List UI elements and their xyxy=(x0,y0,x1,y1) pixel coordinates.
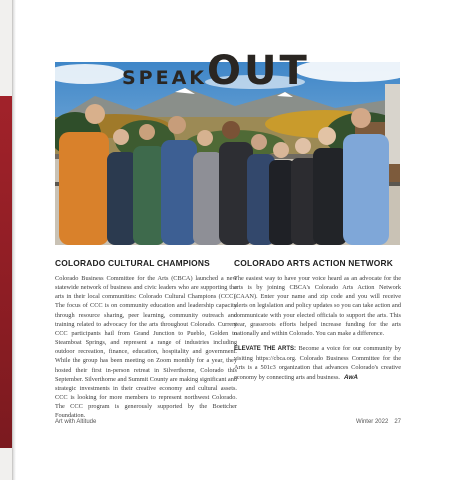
left-column xyxy=(55,258,237,421)
page-fold-shadow xyxy=(12,0,16,480)
footer-issue xyxy=(356,419,401,425)
footer-issue-text: Winter 2022 xyxy=(355,419,389,425)
section-title-prefix: SPEAK xyxy=(122,67,208,89)
footer-publication: Art with Altitude xyxy=(55,419,97,425)
adjacent-page-edge xyxy=(0,96,12,448)
right-body-2 xyxy=(234,344,401,382)
left-body: Colorado Business Committee for the Arts (CBCA) launched a new statewide network of business and civic leaders who are supporting the arts in their local communities: Colorado Cultural Champions (CCC). The focus of CCC is on community education and leadership capacity through resource sharing, peer learning, community outreach and training related to advocacy for the arts throughout Colorado. Current CCC participants hail from Grand Junction to Pueblo, Golden to Steamboat Springs, and represent a range of industries including outdoor recreation, finance, education, hospitality and government. While the group has been meeting on Zoom monthly for a year, they hosted their first in-person retreat in Silverthorne, Colorado this September. Silverthorne and Summit County are making significant and strategic investments in their creative economy and cultural assets. CCC is looking for more members to represent northwest Colorado. The CCC program is generously supported by the Boettcher Foundation. xyxy=(55,275,237,420)
page-number: 27 xyxy=(394,419,401,425)
elevate-lead: ELEVATE THE ARTS: xyxy=(234,346,296,353)
right-body-1: The easiest way to have your voice heard as an advocate for the arts is by joining CBCA's Colorado Arts Action Network (CAAN). Enter your name and zip code and you will receive alerts on legislation and policy updates so you can take action and communicate with your elected officials to support the arts. This year, grassroots efforts helped increase funding for the arts nationally and within Colorado. You can make a difference. xyxy=(234,275,401,337)
signoff-mark: AwA xyxy=(343,373,358,381)
right-column xyxy=(234,258,401,382)
left-heading: COLORADO CULTURAL CHAMPIONS xyxy=(55,258,210,268)
right-heading: COLORADO ARTS ACTION NETWORK xyxy=(234,258,393,268)
elevate-text: Become a voice for our community by visiting https://cbca.org. Colorado Business Committee for the Arts is a 501c3 organization that advances Colorado's creative economy by connecting arts and business. xyxy=(234,345,401,381)
section-title xyxy=(122,48,310,108)
section-title-suffix: OUT xyxy=(207,48,310,94)
